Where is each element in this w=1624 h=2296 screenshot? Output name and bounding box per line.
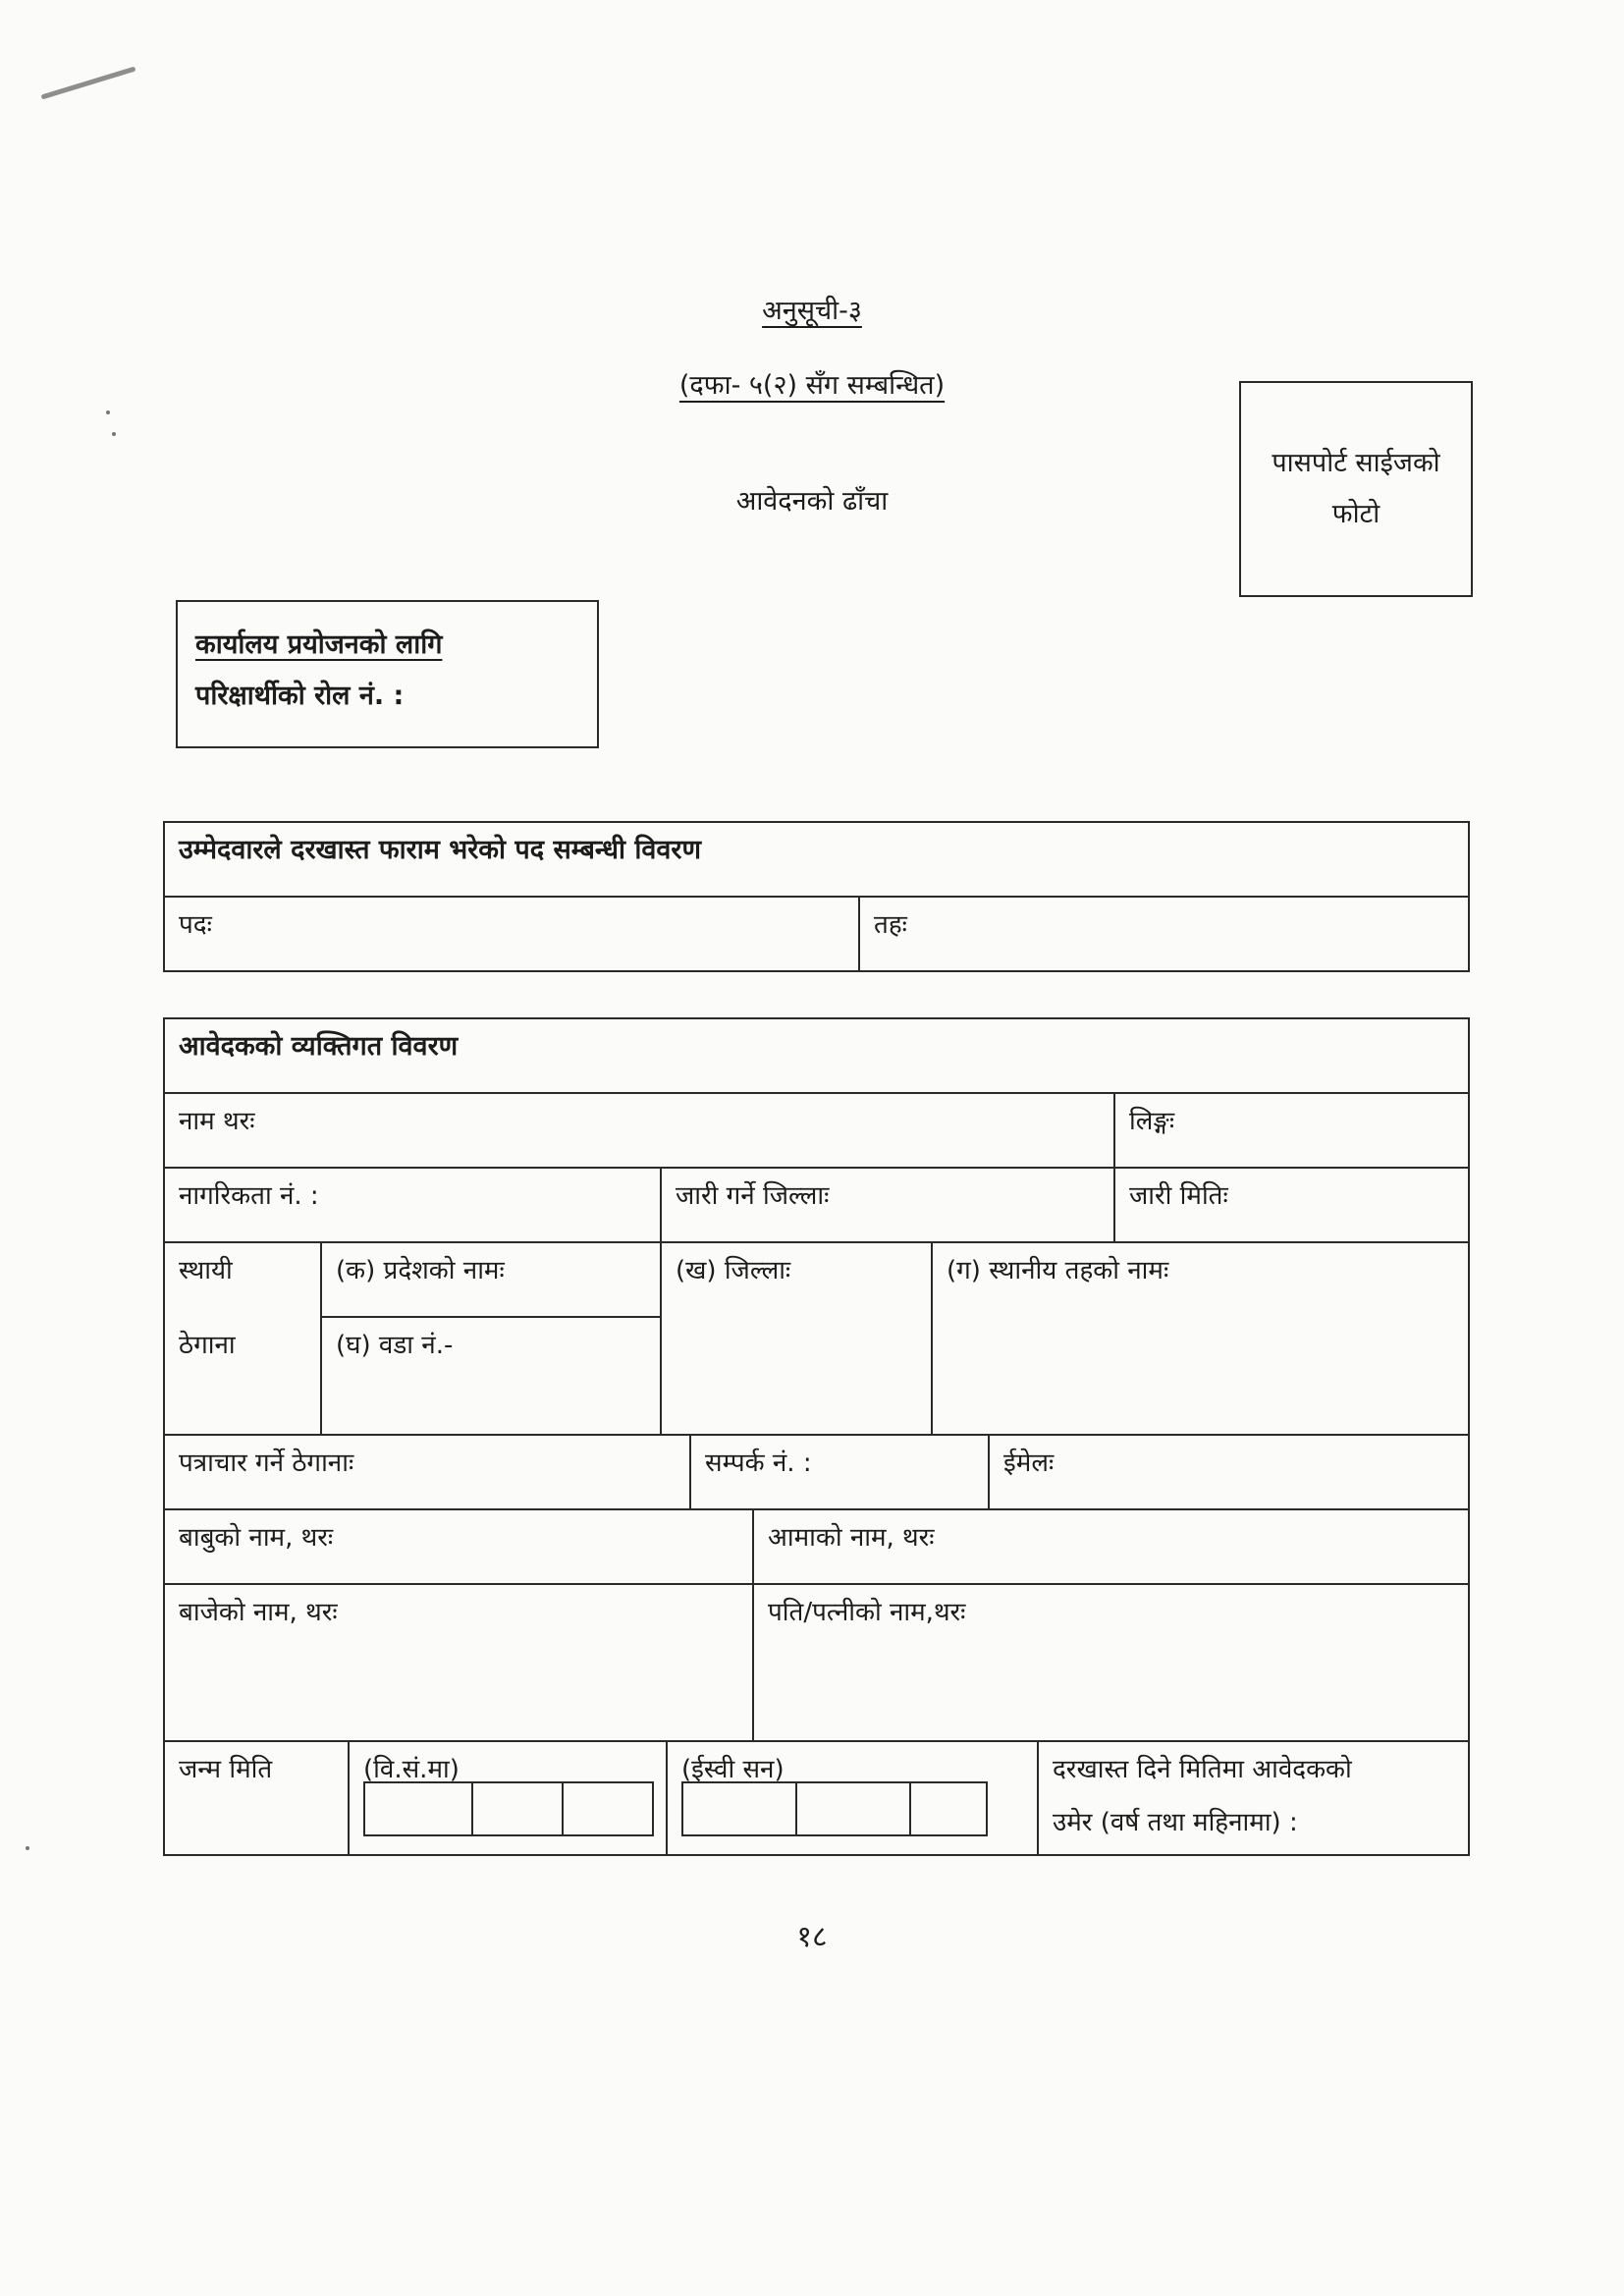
section-reference: (दफा- ५(२) सँग सम्बन्धित) (678, 370, 946, 401)
scan-pen-mark (40, 66, 135, 99)
contact-number-field[interactable]: सम्पर्क नं. : (705, 1449, 812, 1478)
date-part-divider (562, 1783, 564, 1834)
issue-district-field[interactable]: जारी गर्ने जिल्लाः (676, 1181, 830, 1211)
citizenship-number-field[interactable]: नागरिकता नं. : (179, 1181, 319, 1211)
mother-name-field[interactable]: आमाको नाम, थरः (768, 1523, 935, 1553)
spouse-name-field[interactable]: पति/पत्नीको नाम,थरः (768, 1598, 966, 1627)
gender-field[interactable]: लिङ्गः (1129, 1107, 1175, 1136)
post-field[interactable]: पदः (179, 910, 212, 940)
date-part-divider (795, 1783, 797, 1834)
level-field[interactable]: तहः (874, 910, 907, 940)
permanent-address-label: स्थायी (179, 1256, 233, 1285)
post-section-title: उम्मेदवारले दरखास्त फाराम भरेको पद सम्बन्धी विवरण (179, 835, 701, 865)
scan-speck (106, 410, 110, 414)
scan-speck (112, 432, 116, 436)
roll-number-label: परिक्षार्थीको रोल नं. : (195, 681, 405, 711)
ward-number-field[interactable]: (घ) वडा नं.- (336, 1331, 454, 1360)
office-use-title: कार्यालय प्रयोजनको लागि (195, 629, 443, 660)
local-level-field[interactable]: (ग) स्थानीय तहको नामः (947, 1256, 1169, 1285)
photo-label-2: फोटो (1331, 499, 1380, 529)
bs-date-input[interactable] (363, 1781, 654, 1836)
bs-date-label: (वि.सं.मा) (363, 1755, 460, 1784)
name-field[interactable]: नाम थरः (179, 1107, 255, 1136)
ad-date-label: (ईस्वी सन) (681, 1755, 785, 1784)
district-field[interactable]: (ख) जिल्लाः (676, 1256, 791, 1285)
date-of-birth-label: जन्म मिति (179, 1755, 273, 1784)
grandfather-name-field[interactable]: बाजेको नाम, थरः (179, 1598, 338, 1627)
personal-section-title: आवेदकको व्यक्तिगत विवरण (179, 1031, 459, 1062)
email-field[interactable]: ईमेलः (1003, 1449, 1055, 1478)
office-use-box (176, 600, 599, 748)
age-label: दरखास्त दिने मितिमा आवेदकको (1053, 1755, 1352, 1784)
form-title: आवेदनको ढाँचा (735, 486, 889, 517)
schedule-heading: अनुसूची-३ (762, 296, 862, 326)
ad-date-input[interactable] (681, 1781, 988, 1836)
age-field[interactable]: उमेर (वर्ष तथा महिनामा) : (1053, 1808, 1298, 1837)
father-name-field[interactable]: बाबुको नाम, थरः (179, 1523, 334, 1553)
photo-box[interactable] (1239, 381, 1473, 597)
province-field[interactable]: (क) प्रदेशको नामः (336, 1256, 505, 1285)
issue-date-field[interactable]: जारी मितिः (1129, 1181, 1228, 1211)
personal-details-table (163, 1017, 1470, 1856)
date-part-divider (471, 1783, 473, 1834)
correspondence-address-field[interactable]: पत्राचार गर्ने ठेगानाः (179, 1449, 354, 1478)
date-part-divider (909, 1783, 911, 1834)
permanent-address-label-2: ठेगाना (179, 1331, 236, 1360)
page-number: १८ (796, 1920, 828, 1954)
scan-speck (26, 1846, 29, 1850)
photo-label: पासपोर्ट साईजको (1272, 448, 1440, 478)
post-details-table (163, 821, 1470, 972)
